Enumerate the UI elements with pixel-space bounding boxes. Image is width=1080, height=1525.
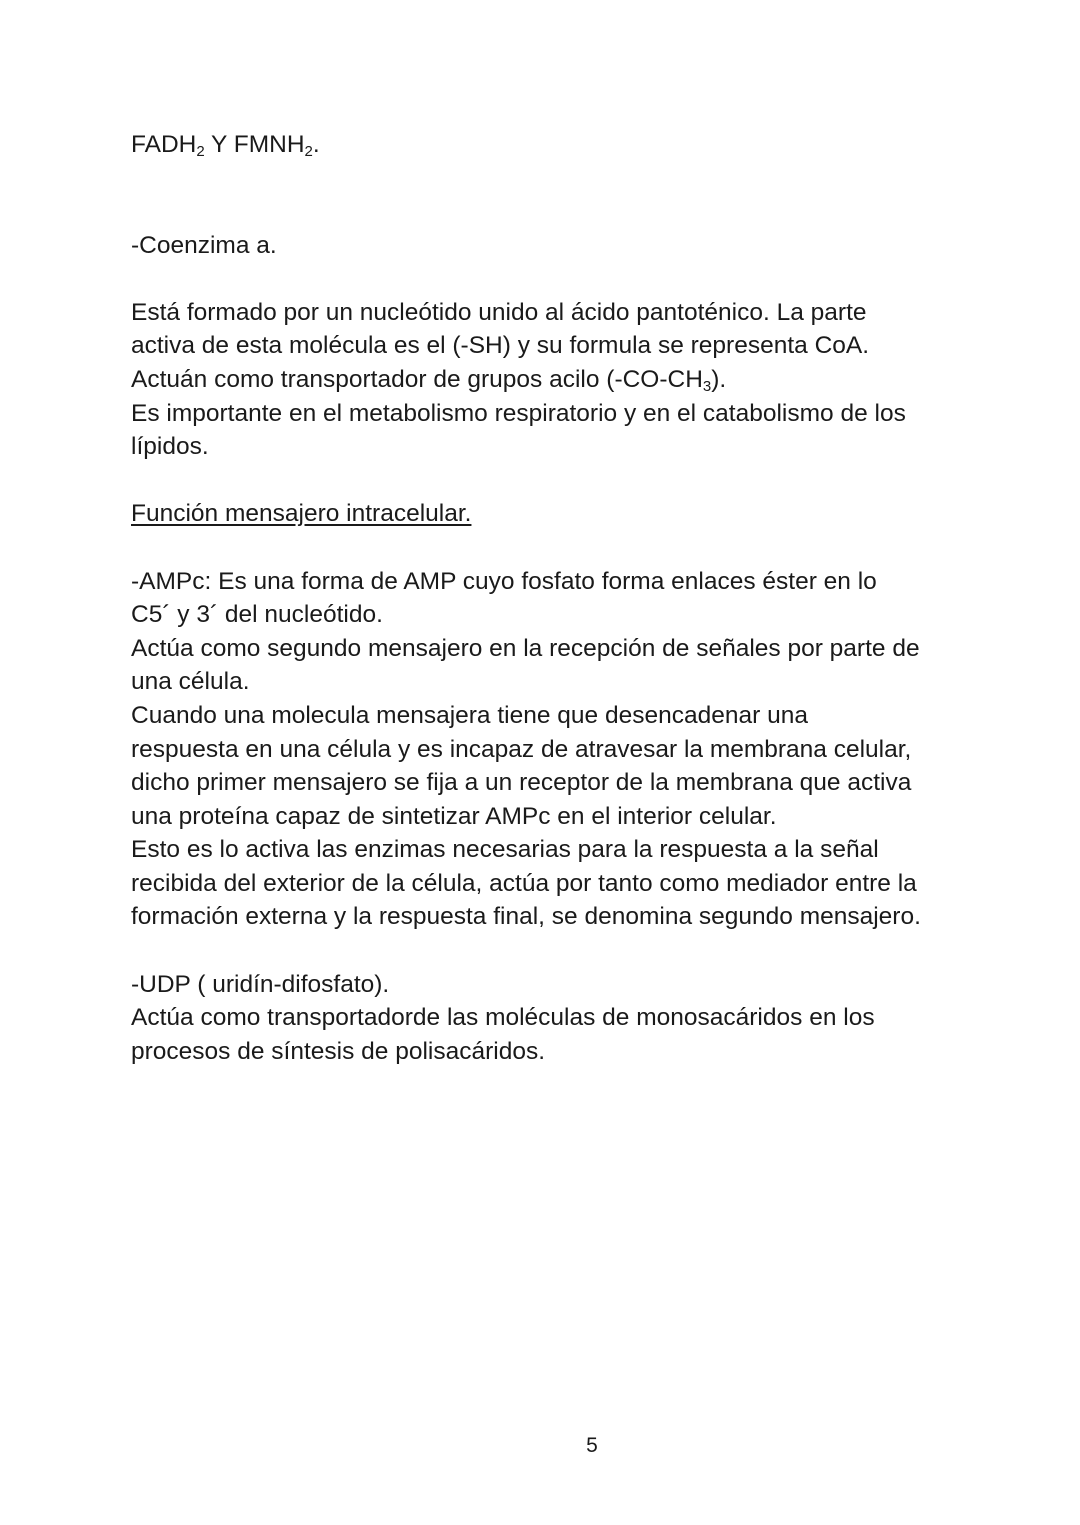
heading-text: FADH xyxy=(131,131,197,158)
heading-text: Y FMNH xyxy=(204,131,305,158)
paragraph-line: Cuando una molecula mensajera tiene que desencadenar una xyxy=(131,701,808,729)
paragraph-line: Esto es lo activa las enzimas necesarias para la respuesta a la señal xyxy=(131,836,879,864)
heading-fadh-fmnh xyxy=(131,128,971,162)
paragraph-line: Actúa como segundo mensajero en la recepción de señales por parte de xyxy=(131,634,920,662)
spacer xyxy=(131,934,971,968)
spacer xyxy=(131,262,971,296)
paragraph-text: Actuán como transportador de grupos acilo (-CO-CH xyxy=(131,365,703,393)
paragraph-text: ). xyxy=(711,365,727,393)
spacer xyxy=(131,531,971,565)
paragraph-line: recibida del exterior de la célula, actúa por tanto como mediador entre la xyxy=(131,869,917,897)
paragraph-line: formación externa y la respuesta final, se denomina segundo mensajero. xyxy=(131,903,921,931)
page-content xyxy=(131,128,971,1068)
paragraph-line-acyl xyxy=(131,363,971,397)
paragraph-line: C5´ y 3´ del nucleótido. xyxy=(131,601,383,629)
paragraph-line: dicho primer mensajero se fija a un receptor de la membrana que activa xyxy=(131,769,912,797)
subscript: 3 xyxy=(702,377,712,395)
paragraph-line: lípidos. xyxy=(131,433,209,461)
section-title-mensajero: Función mensajero intracelular. xyxy=(131,500,472,528)
paragraph-line: procesos de síntesis de polisacáridos. xyxy=(131,1037,545,1065)
paragraph-line: una célula. xyxy=(131,668,250,696)
heading-text: . xyxy=(312,131,320,158)
udp-title: -UDP ( uridín-difosfato). xyxy=(131,970,390,998)
paragraph-line: Actúa como transportadorde las moléculas de monosacáridos en los xyxy=(131,1004,875,1032)
paragraph-line: Es importante en el metabolismo respiratorio y en el catabolismo de los xyxy=(131,399,906,427)
paragraph-line: activa de esta molécula es el (-SH) y su formula se representa CoA. xyxy=(131,332,870,360)
coenzima-title: -Coenzima a. xyxy=(131,231,277,259)
spacer xyxy=(131,464,971,498)
subscript: 2 xyxy=(196,143,205,160)
paragraph-line: -AMPc: Es una forma de AMP cuyo fosfato forma enlaces éster en lo xyxy=(131,567,877,595)
paragraph-line: respuesta en una célula y es incapaz de atravesar la membrana celular, xyxy=(131,735,912,763)
subscript: 2 xyxy=(304,143,313,160)
paragraph-line: una proteína capaz de sintetizar AMPc en el interior celular. xyxy=(131,802,777,830)
paragraph-line: Está formado por un nucleótido unido al ácido pantoténico. La parte xyxy=(131,298,867,326)
spacer xyxy=(131,162,971,229)
page-number: 5 xyxy=(586,1434,598,1457)
